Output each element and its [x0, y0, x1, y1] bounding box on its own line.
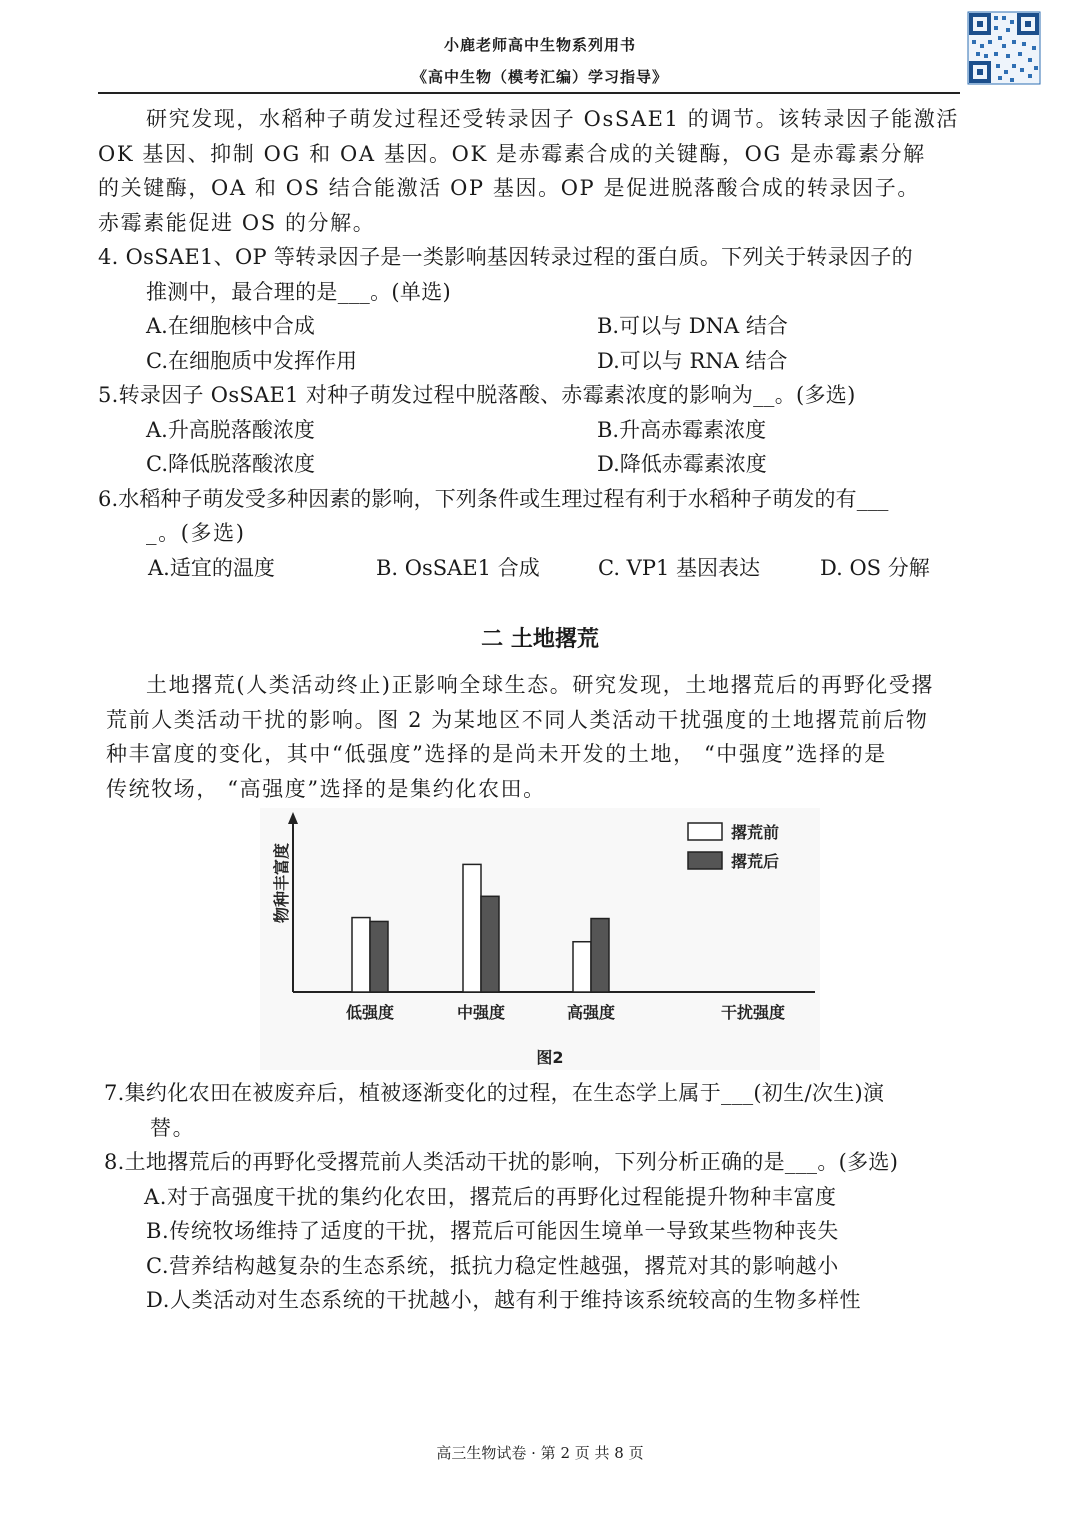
- q4-stem-line-1: 4. OsSAE1、OP 等转录因子是一类影响基因转录过程的蛋白质。下列关于转录因子的: [98, 245, 913, 269]
- legend-label-before: 撂荒前: [731, 823, 780, 842]
- bar-after-1: [370, 921, 388, 992]
- chart-title: 图2: [536, 1048, 564, 1067]
- page-footer: 高三生物试卷 · 第 2 页 共 8 页: [436, 1444, 644, 1462]
- bar-before-2: [463, 864, 481, 992]
- intro-line-2: OK 基因、抑制 OG 和 OA 基因。OK 是赤霉素合成的关键酶，OG 是赤霉素分解: [98, 141, 926, 166]
- x-tick-label-1: 低强度: [345, 1003, 395, 1022]
- q4-option-c: C.在细胞质中发挥作用: [146, 348, 357, 373]
- q6-option-a: A.适宜的温度: [148, 555, 275, 580]
- intro-line-4: 赤霉素能促进 OS 的分解。: [98, 210, 376, 235]
- header-rule: [98, 92, 960, 94]
- bar-before-3: [573, 942, 591, 992]
- q6-option-d: D. OS 分解: [820, 555, 930, 580]
- q5-option-a: A.升高脱落酸浓度: [146, 417, 315, 442]
- q8-option-b: B.传统牧场维持了适度的干扰，撂荒后可能因生境单一导致某些物种丧失: [146, 1219, 839, 1243]
- x-tick-label-3: 高强度: [566, 1003, 616, 1022]
- q6-option-b: B. OsSAE1 合成: [376, 555, 540, 580]
- x-tick-label-2: 中强度: [456, 1003, 506, 1022]
- section-para-line-1: 土地撂荒(人类活动终止)正影响全球生态。研究发现，土地撂荒后的再野化受撂: [146, 673, 934, 697]
- x-axis-label: 干扰强度: [720, 1003, 786, 1022]
- bar-before-1: [352, 918, 370, 992]
- q6-stem-line-2: _。(多选): [146, 521, 246, 545]
- q5-option-d: D.降低赤霉素浓度: [597, 452, 767, 476]
- legend-swatch-after: [688, 852, 722, 869]
- bar-after-2: [481, 896, 499, 992]
- qr-code-icon: [962, 6, 1046, 90]
- intro-line-1: 研究发现，水稻种子萌发过程还受转录因子 OsSAE1 的调节。该转录因子能激活: [146, 107, 959, 131]
- section-para-line-4: 传统牧场， “高强度”选择的是集约化农田。: [106, 776, 546, 801]
- q8-option-a: A.对于高强度干扰的集约化农田，撂荒后的再野化过程能提升物种丰富度: [144, 1184, 837, 1209]
- legend-swatch-before: [688, 823, 722, 840]
- q8-option-c: C.营养结构越复杂的生态系统，抵抗力稳定性越强，撂荒对其的影响越小: [146, 1253, 839, 1278]
- series-title: 小鹿老师高中生物系列用书: [443, 36, 636, 54]
- book-title: 《高中生物（模考汇编）学习指导》: [411, 68, 668, 86]
- q6-option-c: C. VP1 基因表达: [598, 555, 761, 580]
- q4-option-b: B.可以与 DNA 结合: [597, 314, 788, 338]
- q8-option-d: D.人类活动对生态系统的干扰越小，越有利于维持该系统较高的生物多样性: [146, 1288, 862, 1312]
- q6-stem-line-1: 6.水稻种子萌发受多种因素的影响，下列条件或生理过程有利于水稻种子萌发的有___: [98, 486, 889, 511]
- q4-option-d: D.可以与 RNA 结合: [597, 348, 788, 373]
- bar-chart: [260, 808, 820, 1070]
- section-para-line-3: 种丰富度的变化，其中“低强度”选择的是尚未开发的土地， “中强度”选择的是: [106, 742, 887, 766]
- section-title: 二 土地撂荒: [481, 627, 599, 652]
- section-para-line-2: 荒前人类活动干扰的影响。图 2 为某地区不同人类活动干扰强度的土地撂荒前后物: [106, 707, 929, 732]
- y-axis-label: 物种丰富度: [272, 842, 291, 924]
- q4-stem-line-2: 推测中，最合理的是___。(单选): [146, 279, 451, 304]
- intro-line-3: 的关键酶，OA 和 OS 结合能激活 OP 基因。OP 是促进脱落酸合成的转录因子。: [98, 176, 920, 200]
- q5-stem: 5.转录因子 OsSAE1 对种子萌发过程中脱落酸、赤霉素浓度的影响为__。(多选): [98, 383, 856, 407]
- q4-option-a: A.在细胞核中合成: [146, 314, 315, 338]
- q5-option-b: B.升高赤霉素浓度: [597, 417, 767, 442]
- q5-option-c: C.降低脱落酸浓度: [146, 452, 315, 476]
- q7-stem-line-1: 7.集约化农田在被废弃后，植被逐渐变化的过程，在生态学上属于___(初生/次生)演: [104, 1081, 885, 1105]
- bar-after-3: [591, 919, 609, 992]
- legend-label-after: 撂荒后: [731, 852, 780, 871]
- q7-stem-line-2: 替。: [150, 1115, 196, 1140]
- q8-stem: 8.土地撂荒后的再野化受撂荒前人类活动干扰的影响，下列分析正确的是___。(多选): [104, 1150, 899, 1174]
